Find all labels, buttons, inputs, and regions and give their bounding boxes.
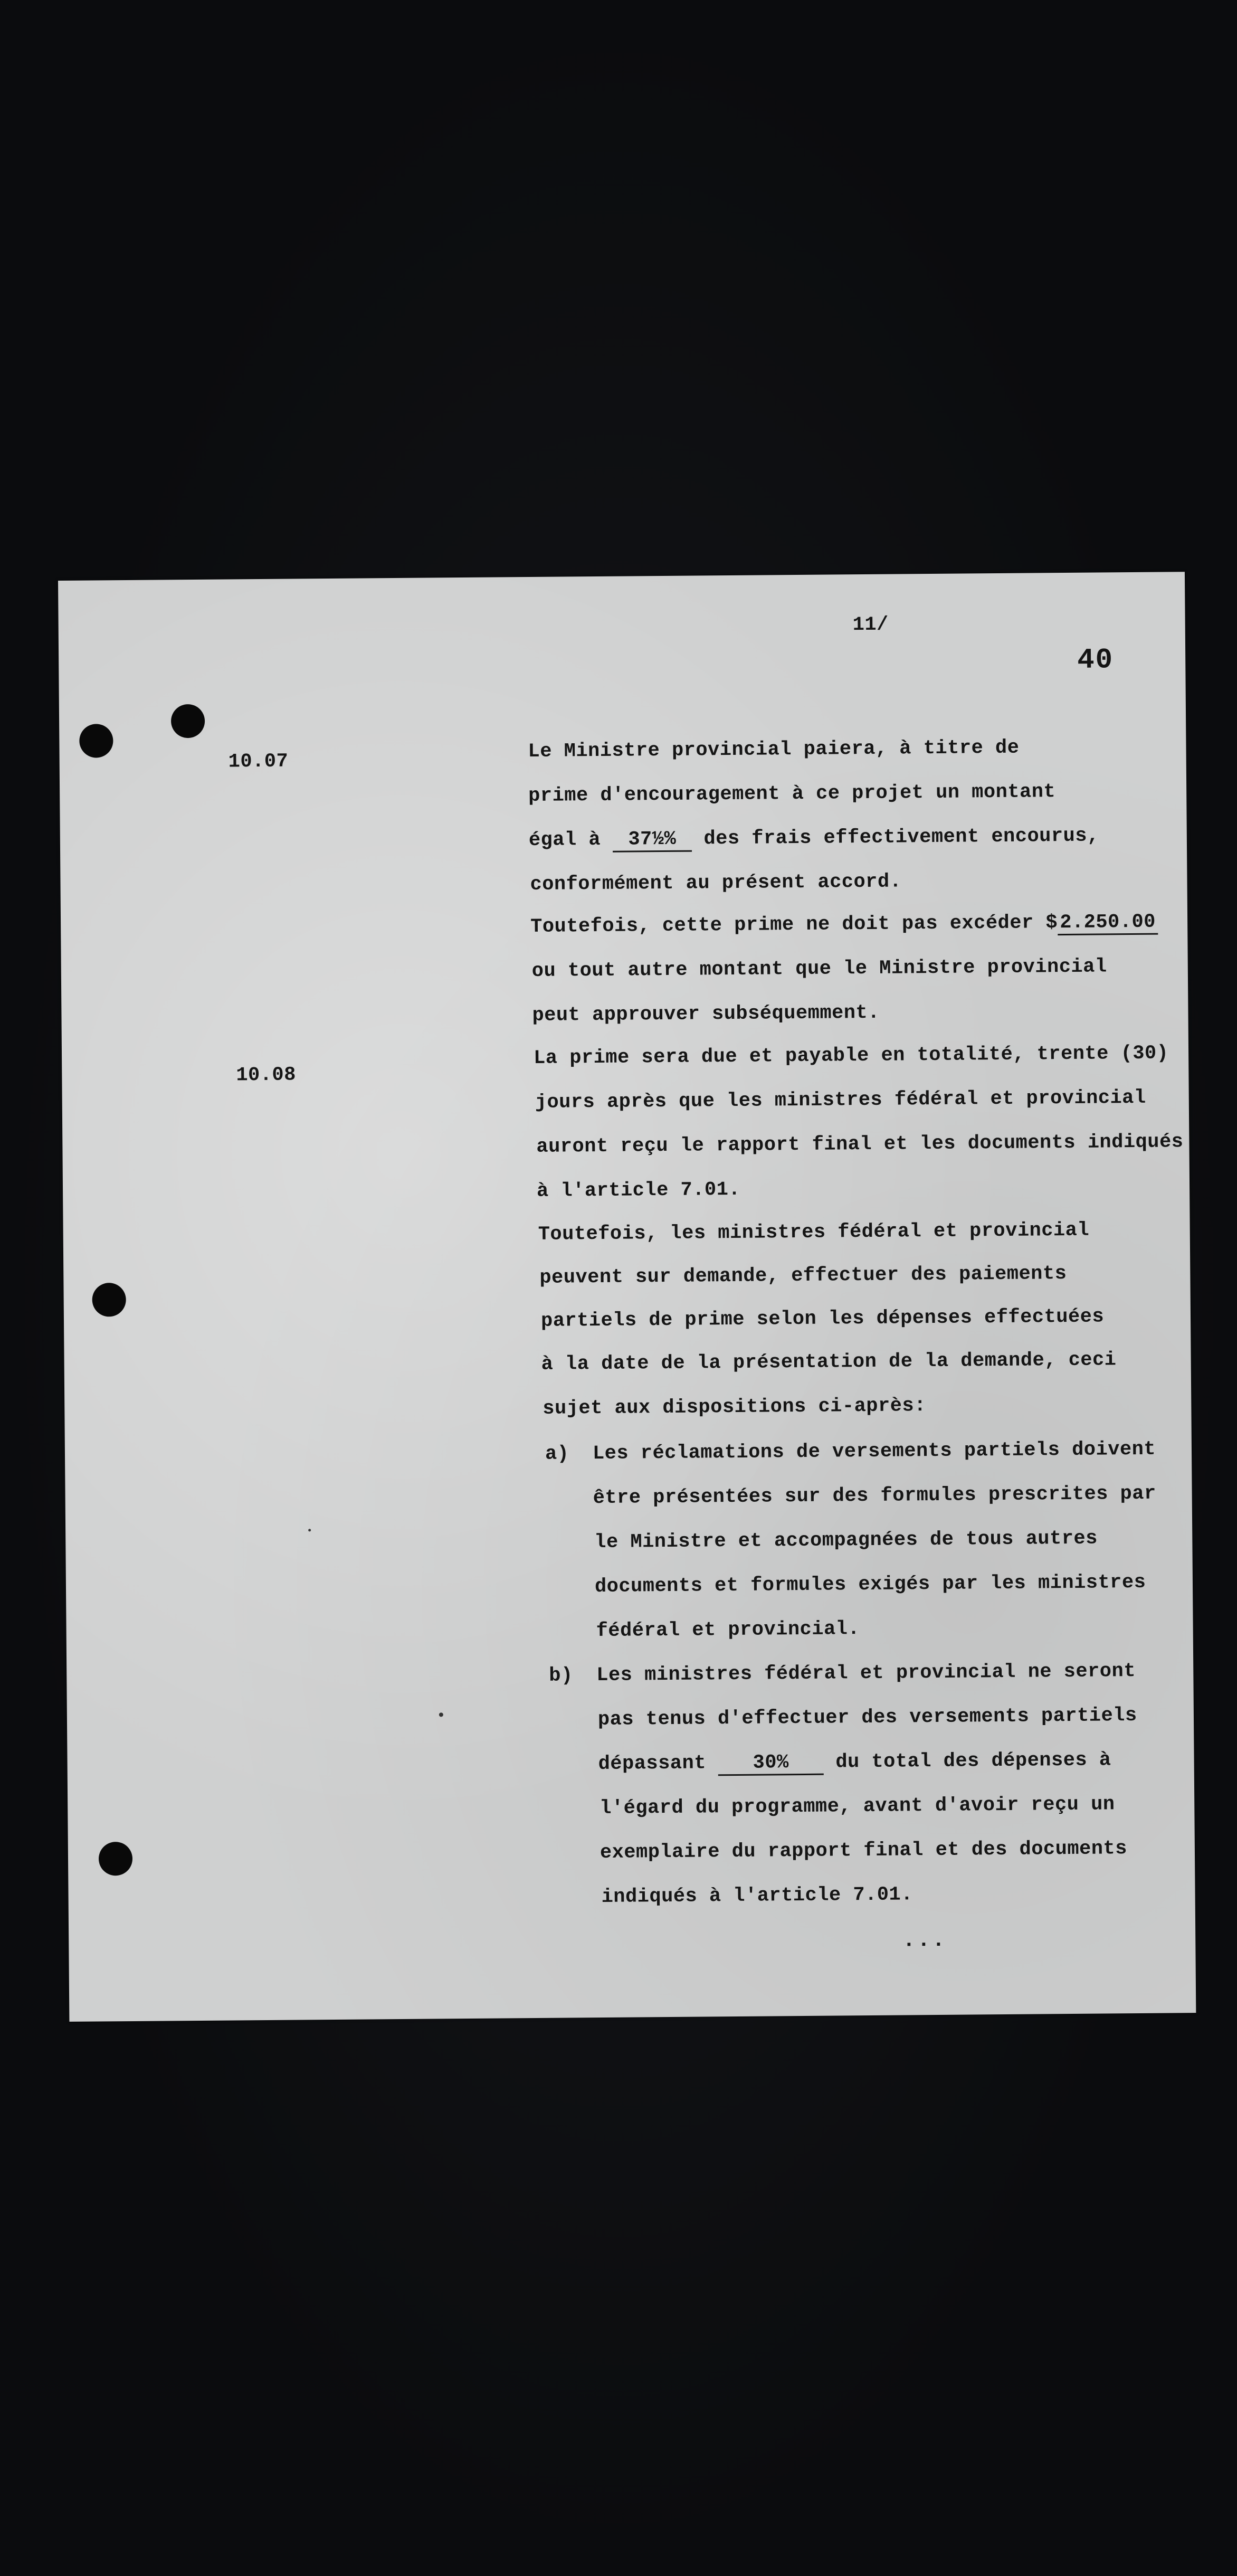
punch-hole-top-left <box>79 724 113 758</box>
text-fragment: Toutefois, cette prime ne doit pas excéder $ <box>530 912 1058 938</box>
text-line: ou tout autre montant que le Ministre provincial <box>531 955 1107 982</box>
text-line <box>598 1750 1111 1777</box>
speck <box>308 1529 311 1531</box>
text-line: Le Ministre provincial paiera, à titre de <box>528 736 1020 763</box>
text-line: La prime sera due et payable en totalité, trente (30) <box>533 1042 1169 1069</box>
punch-hole-top-right <box>171 704 205 738</box>
punch-hole-middle <box>92 1283 126 1317</box>
percentage-blank: 37½% <box>613 830 692 853</box>
text-line: l'égard du programme, avant d'avoir reçu un <box>600 1793 1115 1820</box>
percentage-blank: 30% <box>718 1753 824 1776</box>
text-line: peut approuver subséquemment. <box>532 1001 880 1027</box>
text-fragment: égal à <box>528 828 613 852</box>
text-fragment: du total des dépenses à <box>823 1749 1111 1774</box>
text-line: le Ministre et accompagnées de tous autres <box>594 1527 1098 1554</box>
text-line: auront reçu le rapport final et les documents indiqués <box>536 1131 1184 1158</box>
punch-hole-bottom <box>99 1842 133 1876</box>
text-line: partiels de prime selon les dépenses effectuées <box>540 1305 1105 1332</box>
text-line <box>530 913 1158 940</box>
text-line: à l'article 7.01. <box>536 1178 741 1202</box>
text-line: indiqués à l'article 7.01. <box>601 1883 914 1908</box>
amount-blank: 2.250.00 <box>1058 913 1158 935</box>
text-line: sujet aux dispositions ci-après: <box>543 1395 927 1420</box>
text-line: à la date de la présentation de la demande, ceci <box>541 1349 1117 1376</box>
text-line: jours après que les ministres fédéral et provincial <box>535 1086 1146 1114</box>
text-line: conformément au présent accord. <box>530 870 902 896</box>
text-line: Les ministres fédéral et provincial ne seront <box>596 1660 1136 1687</box>
speck <box>439 1712 443 1717</box>
section-number: 10.08 <box>236 1064 297 1087</box>
text-line: Les réclamations de versements partiels doivent <box>592 1438 1156 1465</box>
list-marker: b) <box>549 1664 573 1687</box>
text-fragment: dépassant <box>598 1752 718 1776</box>
document-page <box>58 572 1196 2022</box>
text-line: exemplaire du rapport final et des documents <box>600 1838 1128 1864</box>
section-number: 10.07 <box>228 750 289 773</box>
text-line: peuvent sur demande, effectuer des paiements <box>539 1263 1067 1289</box>
text-line: pas tenus d'effectuer des versements partiels <box>597 1704 1137 1731</box>
page-number: 40 <box>1077 644 1114 677</box>
text-line: être présentées sur des formules prescrites par <box>593 1482 1156 1510</box>
page-reference: 11/ <box>852 613 889 637</box>
text-fragment: des frais effectivement encourus, <box>691 825 1099 850</box>
continuation-marks: ... <box>902 1928 947 1953</box>
text-line <box>529 827 1099 853</box>
text-line: fédéral et provincial. <box>596 1618 860 1643</box>
text-line: prime d'encouragement à ce projet un montant <box>528 781 1056 808</box>
text-line: documents et formules exigés par les ministres <box>594 1571 1146 1598</box>
text-line: Toutefois, les ministres fédéral et provincial <box>538 1219 1090 1246</box>
list-marker: a) <box>545 1443 569 1465</box>
